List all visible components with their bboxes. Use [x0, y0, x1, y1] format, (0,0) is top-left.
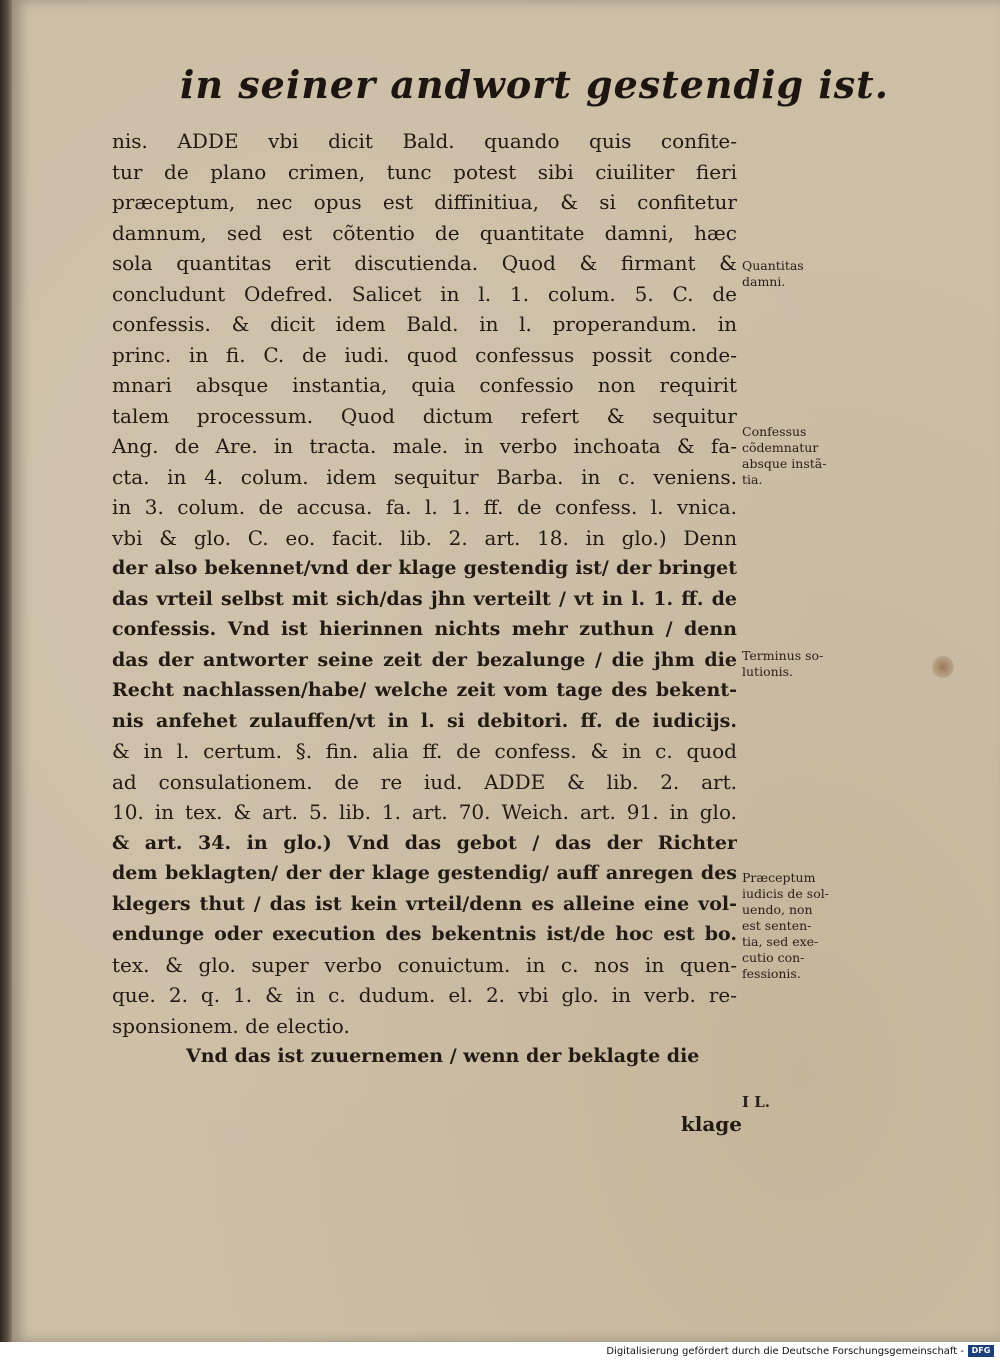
margin-note-line: Quantitas	[742, 258, 804, 273]
margin-note-line: lutionis.	[742, 664, 794, 679]
margin-note-line: Terminus so-	[742, 648, 824, 663]
margin-note-line: absque instã-	[742, 456, 827, 471]
margin-note-line: Confessus	[742, 424, 807, 439]
margin-note-line: Præceptum	[742, 870, 816, 885]
margin-note-line: fessionis.	[742, 966, 801, 981]
margin-note-line: est senten-	[742, 918, 812, 933]
text-line: das vrteil selbst mit sich/das jhn verteilt / vt in l. 1. ff. de	[112, 587, 737, 610]
margin-note-praeceptum	[742, 870, 872, 982]
margin-note-line: cõdemnatur	[742, 440, 819, 455]
text-line: damnum, sed est cõtentio de quantitate damni, hæc	[112, 220, 737, 245]
text-line: mnari absque instantia, quia confessio non requirit	[112, 373, 737, 397]
text-line: concludunt Odefred. Salicet in l. 1. colum. 5. C. de	[112, 281, 737, 306]
text-line: 10. in tex. & art. 5. lib. 1. art. 70. Weich. art. 91. in glo.	[112, 800, 737, 824]
margin-note-confessus	[742, 424, 872, 488]
text-line: & in l. certum. §. fin. alia ff. de confess. & in c. quod	[112, 739, 737, 763]
text-line: sola quantitas erit discutienda. Quod & firmant &	[112, 251, 737, 275]
text-line: vbi & glo. C. eo. facit. lib. 2. art. 18. in glo.) Denn	[112, 525, 737, 550]
text-line: endunge oder execution des bekentnis ist/de hoc est bo.	[112, 923, 737, 945]
body-text	[112, 126, 737, 1072]
margin-note-line: cutio con-	[742, 950, 805, 965]
margin-note-line: uendo, non	[742, 902, 813, 917]
text-line: confessis. & dicit idem Bald. in l. properandum. in	[112, 312, 737, 336]
text-line: dem beklagten/ der der klage gestendig/ auff anregen des	[112, 862, 737, 884]
text-line: Vnd das ist zuuernemen / wenn der beklagte die	[186, 1045, 700, 1067]
text-line: confessis. Vnd ist hierinnen nichts mehr zuthun / denn	[112, 618, 737, 640]
margin-note-terminus	[742, 648, 872, 680]
text-line: der also bekennet/vnd der klage gestendig ist/ der bringet	[112, 557, 737, 579]
margin-note-section-number	[742, 1094, 872, 1110]
text-line: in 3. colum. de accusa. fa. l. 1. ff. de confess. l. vnica.	[112, 495, 737, 519]
catchword: klage	[680, 1112, 742, 1136]
text-line: tur de plano crimen, tunc potest sibi ciuiliter fieri	[112, 159, 737, 184]
text-line: ad consulationem. de re iud. ADDE & lib. 2. art.	[112, 769, 737, 794]
text-line: princ. in fi. C. de iudi. quod confessus possit conde-	[112, 342, 737, 367]
text-line: & art. 34. in glo.) Vnd das gebot / das der Richter	[112, 831, 737, 854]
text-line: cta. in 4. colum. idem sequitur Barba. in c. veniens.	[112, 464, 737, 489]
text-line: nis. ADDE vbi dicit Bald. quando quis confite-	[112, 129, 737, 153]
text-line: sponsionem. de electio.	[112, 1013, 350, 1038]
footer-credit: Digitalisierung gefördert durch die Deutsche Forschungsgemeinschaft -	[606, 1346, 964, 1357]
margin-note-line: tia.	[742, 472, 763, 487]
dfg-logo: DFG	[968, 1345, 994, 1357]
margin-note-line: tia, sed exe-	[742, 934, 819, 949]
text-line: Recht nachlassen/habe/ welche zeit vom tage des bekent-	[112, 679, 737, 701]
paper-stain	[932, 656, 954, 678]
text-line: klegers thut / das ist kein vrteil/denn es alleine eine vol-	[112, 892, 737, 915]
margin-note-quantitas	[742, 258, 872, 290]
text-line: tex. & glo. super verbo conuictum. in c. nos in quen-	[112, 952, 737, 977]
book-spine	[0, 0, 12, 1342]
footer-bar	[0, 1342, 1000, 1361]
text-line: que. 2. q. 1. & in c. dudum. el. 2. vbi glo. in verb. re-	[112, 983, 737, 1007]
text-line: præceptum, nec opus est diffinitiua, & si confitetur	[112, 190, 737, 214]
running-head: in seiner andwort gestendig ist.	[180, 62, 889, 107]
text-line: nis anfehet zulauffen/vt in l. si debitori. ff. de iudicijs.	[112, 709, 737, 732]
margin-note-line: damni.	[742, 274, 786, 289]
margin-note-line: iudicis de sol-	[742, 886, 829, 901]
margin-note-line: I L.	[742, 1093, 771, 1111]
text-line: talem processum. Quod dictum refert & sequitur	[112, 403, 737, 428]
text-line: Ang. de Are. in tracta. male. in verbo inchoata & fa-	[112, 434, 737, 458]
text-line: das der antworter seine zeit der bezalunge / die jhm die	[112, 648, 737, 671]
